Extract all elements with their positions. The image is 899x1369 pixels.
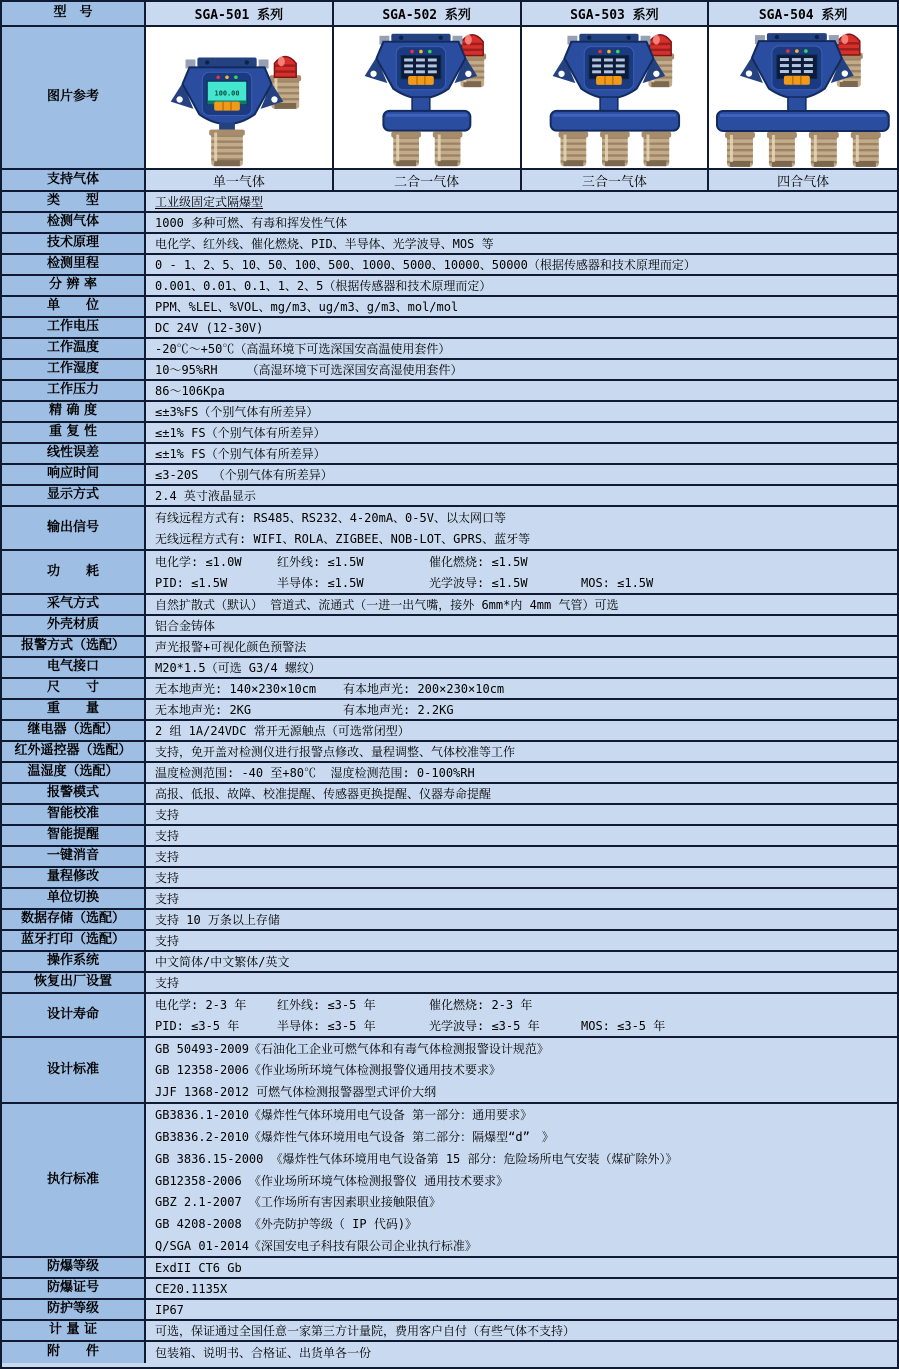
value-text: 工业级固定式隔爆型 [155,195,264,209]
row-label-repeatability: 重 复 性 [2,423,146,442]
spec-row-relay-optional [2,721,897,742]
value-text: M20*1.5（可选 G3/4 螺纹） [155,661,321,675]
spec-row-housing-material [2,616,897,637]
value-text: CE20.1135X [155,1281,228,1296]
row-value-linearity-error [146,444,897,463]
spec-row-ir-remote-optional [2,742,897,763]
row-value-smart-reminder [146,826,897,845]
spec-row-unit-switching [2,889,897,910]
value-line: GB 4208-2008 《外壳防护等级（ IP 代码)》 [155,1216,418,1231]
value-segment: 光学波导: ≤1.5W [429,576,528,590]
row-label-protection-grade: 防护等级 [2,1300,146,1319]
model-name-sga-503: SGA-503 系列 [522,2,710,25]
row-label-range-modification: 量程修改 [2,868,146,887]
value-text: 支持 [155,934,180,948]
row-label-one-key-mute: 一键消音 [2,847,146,866]
row-label-technical-principle: 技术原理 [2,234,146,253]
spec-row-protection-grade [2,1300,897,1321]
row-value-temp-humidity-optional [146,763,897,782]
value-segment: PID: ≤3-5 年 [155,1019,240,1033]
value-text: 支持，免开盖对检测仪进行报警点修改、量程调整、气体校准等工作 [155,745,516,759]
product-image-sga-501 [146,27,334,168]
row-value-detection-range [146,255,897,274]
svg-text:100.00: 100.00 [214,89,240,98]
value-segment: MOS: ≤1.5W [581,575,654,590]
image-reference-row [2,27,897,170]
spec-rows-container [2,192,897,1363]
value-line: GB3836.2-2010《爆炸性气体环境用电气设备 第二部分：隔爆型“d” 》 [155,1130,554,1145]
spec-row-temp-humidity-optional [2,763,897,784]
model-name-sga-504: SGA-504 系列 [709,2,897,25]
value-text: 2.4 英寸液晶显示 [155,489,256,503]
spec-row-repeatability [2,423,897,444]
row-label-display-mode: 显示方式 [2,486,146,505]
value-text: 包装箱、说明书、合格证、出货单各一份 [155,1346,372,1360]
row-value-accessories [146,1342,897,1363]
row-label-resolution: 分 辨 率 [2,276,146,295]
model-name-sga-501: SGA-501 系列 [146,2,334,25]
row-value-working-voltage [146,318,897,337]
spec-row-working-pressure [2,381,897,402]
value-text: 10～95%RH （高湿环境下可选深国安高湿使用套件） [155,363,463,377]
spec-row-operating-system [2,952,897,973]
value-segment: 催化燃烧: ≤1.5W [429,555,528,569]
value-segment: 无本地声光: 140×230×10cm [155,682,317,696]
row-label-relay-optional: 继电器（选配） [2,721,146,740]
supported-gas-sga-504: 四合气体 [709,170,897,190]
spec-row-alarm-method-optional [2,637,897,658]
spec-row-design-standards [2,1038,897,1104]
spec-row-alarm-modes [2,784,897,805]
product-image-sga-502 [334,27,522,168]
spec-row-type [2,192,897,213]
spec-row-dimensions [2,679,897,700]
row-label-housing-material: 外壳材质 [2,616,146,635]
spec-row-factory-reset [2,973,897,994]
row-value-display-mode [146,486,897,505]
value-text: 铝合金铸体 [155,619,216,633]
spec-row-design-life [2,994,897,1038]
row-label-working-voltage: 工作电压 [2,318,146,337]
value-text: 0 - 1、2、5、10、50、100、500、1000、5000、10000、50000（根据传感器和技术原理而定） [155,258,696,272]
spec-row-resolution [2,276,897,297]
row-value-design-life [146,994,897,1036]
spec-row-weight [2,700,897,721]
row-label-accessories: 附 件 [2,1342,146,1363]
row-value-unit-switching [146,889,897,908]
value-text: 2 组 1A/24VDC 常开无源触点（可选常闭型） [155,724,410,738]
value-text: 中文简体/中文繁体/英文 [155,955,290,969]
value-text: ≤3-20S （个别气体有所差异） [155,468,333,482]
row-label-detection-range: 检测里程 [2,255,146,274]
supported-gas-sga-501: 单一气体 [146,170,334,190]
spec-row-detection-range [2,255,897,276]
value-line: GB12358-2006 《作业场所环境气体检测报警仪 通用技术要求》 [155,1173,509,1188]
row-value-resolution [146,276,897,295]
row-value-range-modification [146,868,897,887]
value-segment: 红外线: ≤1.5W [277,555,364,569]
value-segment: 电化学: 2-3 年 [155,998,247,1012]
row-label-detected-gases: 检测气体 [2,213,146,232]
spec-row-one-key-mute [2,847,897,868]
row-label-accuracy: 精 确 度 [2,402,146,421]
value-segment: 光学波导: ≤3-5 年 [429,1019,540,1033]
value-segment: 红外线: ≤3-5 年 [277,998,376,1012]
value-text: 0.001、0.01、0.1、1、2、5（根据传感器和技术原理而定） [155,279,492,293]
supported-gas-row [2,170,897,192]
value-text: 电化学、红外线、催化燃烧、PID、半导体、光学波导、MOS 等 [155,237,494,251]
value-text: ExdII CT6 Gb [155,1260,242,1275]
spec-row-sampling-method [2,595,897,616]
value-text: 可选，保证通过全国任意一家第三方计量院，费用客户自付（有些气体不支持） [155,1324,576,1338]
row-label-design-standards: 设计标准 [2,1038,146,1102]
row-label-alarm-modes: 报警模式 [2,784,146,803]
value-segment: 电化学: ≤1.0W [155,555,242,569]
row-label-output-signal: 输出信号 [2,507,146,549]
row-value-accuracy [146,402,897,421]
spec-row-data-storage-optional [2,910,897,931]
spec-row-response-time [2,465,897,486]
row-value-bluetooth-printing-optional [146,931,897,950]
value-text: 86～106Kpa [155,384,225,398]
spec-row-display-mode [2,486,897,507]
value-text: IP67 [155,1302,184,1317]
row-value-data-storage-optional [146,910,897,929]
row-label-explosion-proof-cert-no: 防爆证号 [2,1279,146,1298]
model-header-label: 型 号 [2,2,146,25]
value-text: 支持 [155,871,180,885]
row-value-sampling-method [146,595,897,614]
value-line: GB 12358-2006《作业场所环境气体检测报警仪通用技术要求》 [155,1063,501,1078]
value-text: 支持 [155,976,180,990]
row-label-working-pressure: 工作压力 [2,381,146,400]
row-value-working-temperature [146,339,897,358]
value-text: -20℃～+50℃（高温环境下可选深国安高温使用套件） [155,342,451,356]
spec-row-units [2,297,897,318]
row-value-response-time [146,465,897,484]
spec-row-working-temperature [2,339,897,360]
row-label-electrical-interface: 电气接口 [2,658,146,677]
value-segment: 催化燃烧: 2-3 年 [429,998,533,1012]
row-label-smart-reminder: 智能提醒 [2,826,146,845]
value-text: 支持 [155,892,180,906]
value-text: 声光报警+可视化颜色预警法 [155,640,307,654]
value-text: DC 24V (12-30V) [155,320,264,335]
row-value-protection-grade [146,1300,897,1319]
value-line: Q/SGA 01-2014《深国安电子科技有限公司企业执行标准》 [155,1238,477,1253]
row-label-sampling-method: 采气方式 [2,595,146,614]
row-label-working-temperature: 工作温度 [2,339,146,358]
value-segment: 有本地声光: 2.2KG [343,703,454,717]
row-value-executive-standards [146,1104,897,1256]
value-text: ≤±1% FS（个别气体有所差异） [155,447,326,461]
row-value-technical-principle [146,234,897,253]
value-text: ≤±1% FS（个别气体有所差异） [155,426,326,440]
row-value-alarm-method-optional [146,637,897,656]
value-segment: 无本地声光: 2KG [155,703,252,717]
spec-row-metrology-certificate [2,1321,897,1342]
value-segment: 半导体: ≤1.5W [277,576,364,590]
spec-row-linearity-error [2,444,897,465]
row-value-alarm-modes [146,784,897,803]
product-image-sga-503 [522,27,710,168]
spec-row-smart-calibration [2,805,897,826]
value-text: 支持 [155,850,180,864]
row-value-ir-remote-optional [146,742,897,761]
value-line: GB3836.1-2010《爆炸性气体环境用电气设备 第一部分：通用要求》 [155,1108,533,1123]
value-segment: MOS: ≤3-5 年 [581,1019,666,1033]
row-value-electrical-interface [146,658,897,677]
spec-row-detected-gases [2,213,897,234]
value-line: 有线远程方式有: RS485、RS232、4-20mA、0-5V、以太网口等 [155,511,506,525]
row-label-bluetooth-printing-optional: 蓝牙打印（选配） [2,931,146,950]
spec-row-power-consumption [2,551,897,595]
row-value-housing-material [146,616,897,635]
row-value-factory-reset [146,973,897,992]
spec-row-electrical-interface [2,658,897,679]
value-text: 支持 [155,829,180,843]
value-segment: PID: ≤1.5W [155,575,228,590]
value-text: 自然扩散式（默认） 管道式、流通式（一进一出气嘴，接外 6mm*内 4mm 气管）可选 [155,598,619,612]
value-segment: 半导体: ≤3-5 年 [277,1019,376,1033]
spec-row-working-voltage [2,318,897,339]
row-value-metrology-certificate [146,1321,897,1340]
spec-row-output-signal [2,507,897,551]
row-value-dimensions [146,679,897,698]
value-line: GBZ 2.1-2007 《工作场所有害因素职业接触限值》 [155,1195,441,1210]
row-value-working-humidity [146,360,897,379]
value-line: GB 50493-2009《石油化工企业可燃气体和有毒气体检测报警设计规范》 [155,1042,549,1057]
row-label-dimensions: 尺 寸 [2,679,146,698]
row-label-linearity-error: 线性误差 [2,444,146,463]
spec-row-range-modification [2,868,897,889]
row-label-explosion-proof-grade: 防爆等级 [2,1258,146,1277]
row-value-operating-system [146,952,897,971]
supported-gas-label: 支持气体 [2,170,146,190]
supported-gas-sga-502: 二合一气体 [334,170,522,190]
value-text: 支持 10 万条以上存储 [155,913,280,927]
value-line: GB 3836.15-2000 《爆炸性气体环境用电气设备第 15 部分：危险场所电气安装（煤矿除外）》 [155,1151,678,1166]
spec-row-working-humidity [2,360,897,381]
row-label-executive-standards: 执行标准 [2,1104,146,1256]
value-line: JJF 1368-2012 可燃气体检测报警器型式评价大纲 [155,1084,437,1099]
row-label-metrology-certificate: 计 量 证 [2,1321,146,1340]
product-image-sga-504 [709,27,897,168]
row-label-working-humidity: 工作湿度 [2,360,146,379]
spec-row-accessories [2,1342,897,1363]
row-value-one-key-mute [146,847,897,866]
row-label-smart-calibration: 智能校准 [2,805,146,824]
row-label-factory-reset: 恢复出厂设置 [2,973,146,992]
row-value-explosion-proof-grade [146,1258,897,1277]
row-value-explosion-proof-cert-no [146,1279,897,1298]
row-label-power-consumption: 功 耗 [2,551,146,593]
row-value-weight [146,700,897,719]
value-text: ≤±3%FS（个别气体有所差异） [155,405,319,419]
row-value-detected-gases [146,213,897,232]
row-value-working-pressure [146,381,897,400]
row-value-output-signal [146,507,897,549]
row-value-power-consumption [146,551,897,593]
row-label-operating-system: 操作系统 [2,952,146,971]
image-row-label: 图片参考 [2,27,146,168]
model-header-row [2,2,897,27]
row-label-ir-remote-optional: 红外遥控器（选配） [2,742,146,761]
row-label-units: 单 位 [2,297,146,316]
value-text: 温度检测范围: -40 至+80℃ 湿度检测范围: 0-100%RH [155,766,475,780]
row-label-data-storage-optional: 数据存储（选配） [2,910,146,929]
spec-row-explosion-proof-grade [2,1258,897,1279]
value-text: 支持 [155,808,180,822]
value-text: PPM、%LEL、%VOL、mg/m3、ug/m3、g/m3、mol/mol [155,300,459,314]
row-value-type [146,192,897,211]
row-label-unit-switching: 单位切换 [2,889,146,908]
row-value-units [146,297,897,316]
row-value-relay-optional [146,721,897,740]
row-value-design-standards [146,1038,897,1102]
spec-row-executive-standards [2,1104,897,1258]
spec-row-smart-reminder [2,826,897,847]
row-label-temp-humidity-optional: 温湿度（选配） [2,763,146,782]
spec-row-explosion-proof-cert-no [2,1279,897,1300]
value-text: 1000 多种可燃、有毒和挥发性气体 [155,216,348,230]
row-label-response-time: 响应时间 [2,465,146,484]
spec-row-bluetooth-printing-optional [2,931,897,952]
row-label-design-life: 设计寿命 [2,994,146,1036]
row-label-alarm-method-optional: 报警方式（选配） [2,637,146,656]
row-value-repeatability [146,423,897,442]
row-value-smart-calibration [146,805,897,824]
value-segment: 有本地声光: 200×230×10cm [343,682,505,696]
spec-row-accuracy [2,402,897,423]
row-label-type: 类 型 [2,192,146,211]
supported-gas-sga-503: 三合一气体 [522,170,710,190]
row-label-weight: 重 量 [2,700,146,719]
spec-row-technical-principle [2,234,897,255]
value-text: 高报、低报、故障、校准提醒、传感器更换提醒、仪器寿命提醒 [155,787,492,801]
value-line: 无线远程方式有: WIFI、ROLA、ZIGBEE、NOB-LOT、GPRS、蓝牙等 [155,532,531,546]
model-name-sga-502: SGA-502 系列 [334,2,522,25]
